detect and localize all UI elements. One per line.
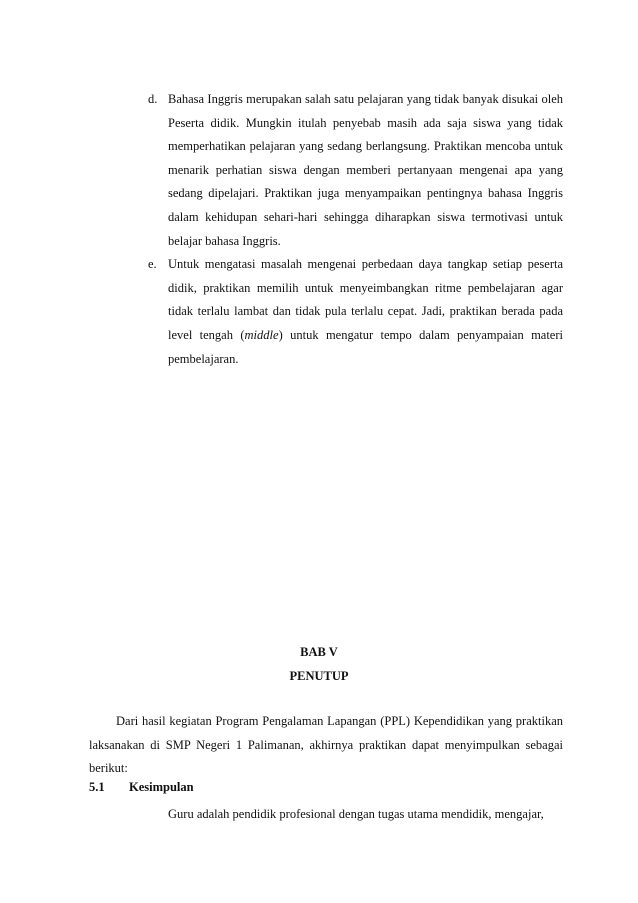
- chapter-title: PENUTUP: [289, 669, 349, 683]
- section-title: Kesimpulan: [129, 780, 194, 794]
- list-marker: e.: [148, 257, 157, 272]
- intro-paragraph: Dari hasil kegiatan Program Pengalaman Lapangan (PPL) Kependidikan yang praktikan laksanakan di SMP Negeri 1 Palimanan, akhirnya praktikan dapat menyimpulkan sebagai berikut:: [89, 714, 563, 775]
- list-item-text-before: Untuk mengatasi masalah mengenai perbedaan daya tangkap setiap peserta didik, praktikan memilih untuk menyeimbangkan ritme pembelajaran agar tidak terlalu lambat dan tidak pula terlalu cepat. Jadi, praktikan berada pada level tengah (: [168, 257, 563, 342]
- section-heading: [89, 780, 194, 795]
- list-item-text-after: ) untuk mengatur tempo dalam penyampaian materi pembelajaran.: [168, 327, 563, 366]
- list-item: [148, 88, 563, 253]
- section-paragraph: Guru adalah pendidik profesional dengan tugas utama mendidik, mengajar,: [168, 807, 544, 821]
- list-item-text: Bahasa Inggris merupakan salah satu pelajaran yang tidak banyak disukai oleh Peserta didik. Mungkin itulah penyebab masih ada saja siswa yang tidak memperhatikan pelajaran yang sedang berlangsung. Praktikan mencoba untuk menarik perhatian siswa dengan memberi pertanyaan mengenai apa yang sedang dipelajari. Praktikan juga menyampaikan pentingnya bahasa Inggris dalam kehidupan sehari-hari sehingga diharapkan siswa termotivasi untuk belajar bahasa Inggris.: [168, 92, 563, 248]
- recommendation-list: [148, 88, 563, 371]
- chapter-number: BAB V: [300, 645, 338, 659]
- list-item-italic-term: middle: [244, 327, 279, 342]
- list-marker: d.: [148, 92, 158, 106]
- list-item: [148, 253, 563, 371]
- section-number: 5.1: [89, 780, 105, 794]
